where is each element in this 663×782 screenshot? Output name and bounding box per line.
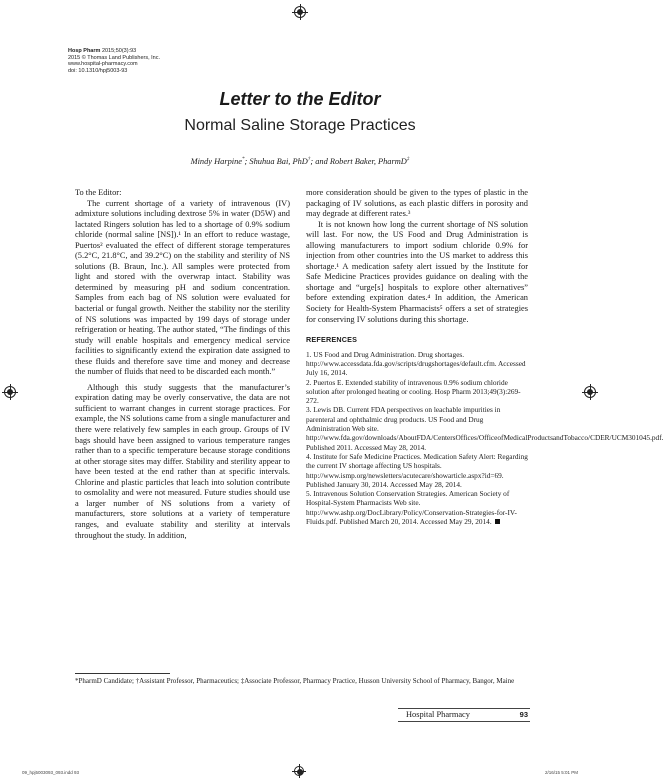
page-number: 93 (519, 710, 528, 719)
reference-item: 4. Institute for Safe Medicine Practices. Medication Safety Alert: Regarding the current IV shortage affecting US hospitals. http://www.ismp.org/newsletters/acutecare/showarticle.aspx?id=69. Published January 30, 2014. Accessed May 28, 2014. (306, 451, 528, 489)
print-slug-file: 09_hpj5003093_093.indd 93 (22, 770, 80, 775)
author-separator: ; and (310, 156, 330, 166)
journal-name: Hosp Pharm (68, 48, 101, 54)
body-paragraph: Although this study suggests that the manufacturer’s expiration dating may be overly conservative, the data are not sufficient to warrant changes in current storage practices. For example, the NS solutions came from a single manufacturer and there were relatively few samples in each group. Groups of IV bags should have been assigned to various temperature ranges rather than to a specific temperature because storage conditions at other storage sites may differ. Stability and sterility appear to have been tested at the end rather than at specific intervals. Chlorine and plastic particles that leach into solution contribute to osmolality and were not measured. Future studies should use a larger number of NS solutions from a variety of manufacturers, store solutions at a variety of temperature ranges, and evaluate stability and sterility at intervals throughout the study. In addition, (75, 382, 290, 540)
affiliation-footnote: *PharmD Candidate; †Assistant Professor, Pharmaceutics; ‡Associate Professor, Pharmacy Practice, Husson University School of Pharmacy, Bangor, Maine (75, 677, 515, 685)
journal-website: www.hospital-pharmacy.com (68, 61, 138, 68)
author-separator: ; (244, 156, 250, 166)
salutation: To the Editor: (75, 188, 122, 197)
registration-mark-left (4, 386, 16, 398)
body-column-left (75, 188, 290, 541)
journal-citation: 2015;50(3):93 (101, 48, 137, 54)
reference-item: 3. Lewis DB. Current FDA perspectives on leachable impurities in parenteral and ophthalmic drug products. US Food and Drug Administration Web site. http://www.fda.gov/downloads/AboutFDA/CentersOffices/OfficeofMedicalProductsandTobacco/CDER/UCM301045.pdf. Published 2011. Accessed May 28, 2014. (306, 405, 663, 452)
body-paragraph: more consideration should be given to the types of plastic in the packaging of IV solutions, as each plastic differs in porosity and may degrade at different rates.³ (306, 188, 528, 219)
author-name: Mindy Harpine (190, 156, 243, 166)
author-affiliation-mark: * (242, 157, 245, 162)
author-name: Robert Baker, PharmD (329, 156, 407, 166)
print-slug-timestamp: 2/16/15 5:01 PM (544, 770, 578, 775)
reference-item (306, 489, 528, 526)
references-heading: REFERENCES (306, 335, 358, 345)
author-affiliation-mark: † (307, 157, 311, 162)
page-footer (398, 708, 530, 722)
reference-text: 5. Intravenous Solution Conservation Strategies. American Society of Hospital-System Pharmacists Web site. http://www.ashp.org/DocLibrary/Policy/Conservation-Strategies-for-IV-Fluids.pdf. Published March 20, 2014. Accessed May 29, 2014. (306, 489, 517, 526)
journal-doi: doi: 10.1310/hpj5003-93 (68, 67, 128, 74)
article-title: Normal Saline Storage Practices (184, 117, 416, 134)
article-type: Letter to the Editor (219, 89, 381, 109)
reference-item: 2. Puertos E. Extended stability of intravenous 0.9% sodium chloride solution after prolonged heating or cooling. Hosp Pharm 2013;49(3):269-272. (306, 377, 521, 406)
author-affiliation-mark: ‡ (406, 157, 410, 162)
registration-mark-top (294, 6, 306, 18)
registration-mark-bottom (294, 766, 304, 776)
body-paragraph: It is not known how long the current shortage of NS solution will last. For now, the US Food and Drug Administration is allowing manufacturers to import sodium chloride 0.9% for injection from other countries into the US market to address this shortage.¹ A medication safety alert issued by the Institute for Safe Medicine Practices provides guidance on dealing with the shortage and “urge[s] hospitals to explore other alternatives” before extending expiration dates.⁴ In addition, the American Society for Health-System Pharmacists⁵ offers a set of strategies for conserving IV solutions during this shortage. (306, 219, 528, 324)
author-name: Shuhua Bai, PhD (249, 156, 308, 166)
references-list (306, 349, 663, 527)
footnote-rule (75, 673, 170, 674)
body-column-right (306, 188, 663, 526)
reference-item: 1. US Food and Drug Administration. Drug shortages. http://www.accessdata.fda.gov/scripts/drugshortages/default.cfm. Accessed July 16, 2014. (306, 349, 526, 378)
journal-copyright: 2015 © Thomas Land Publishers, Inc. (68, 54, 161, 61)
title-block (60, 88, 540, 167)
end-of-article-mark (495, 519, 500, 524)
footer-journal-name: Hospital Pharmacy (406, 710, 470, 719)
journal-meta (68, 48, 268, 74)
body-paragraph: The current shortage of a variety of intravenous (IV) admixture solutions including dextrose 5% in water (D5W) and lactated Ringers solution has led to a shortage of 0.9% sodium chloride (normal saline [NS]).¹ In an effort to reduce wastage, Puertos² evaluated the effect of different storage temperatures (5.2°C, 21.8°C, and 39.2°C) on the stability and sterility of NS solutions (B. Braun, Inc.). All samples were protected from light and stored with the overwrap intact. Stability was determined by measuring pH and sodium concentration. Samples from each bag of NS solution were evaluated for bacterial or fungal growth. Neither the stability nor the sterility of NS solutions was impacted by 199 days of storage under refrigeration or heating. The author stated, “The findings of this study will enable hospitals and emergency medical service facilities to significantly extend the expiration date assigned to these fluids and therefore save time and money and decrease the number of fluids that need to be discarded each month.” (75, 198, 290, 377)
registration-mark-right (584, 386, 596, 398)
author-list (60, 154, 540, 167)
